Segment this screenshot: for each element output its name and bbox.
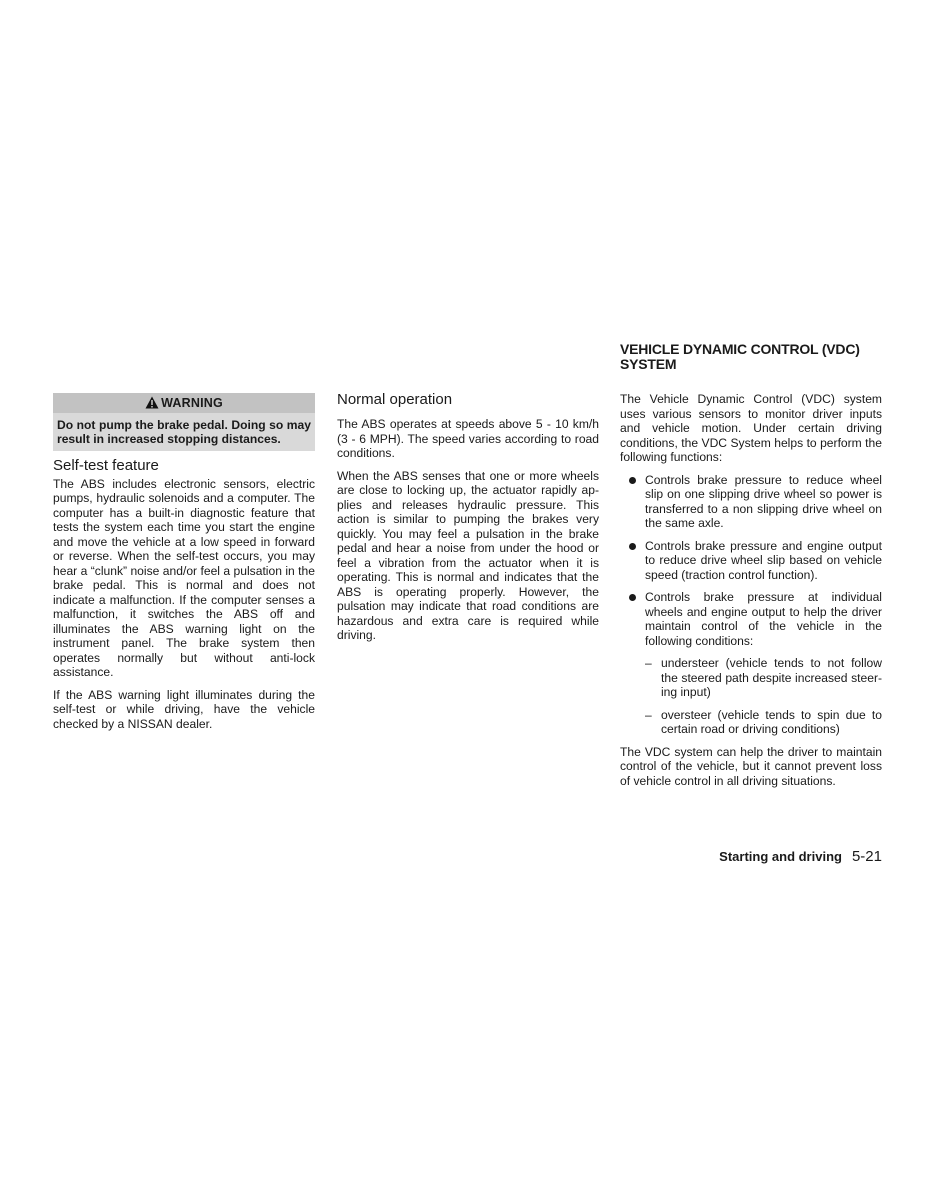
- bullet-icon: [629, 543, 636, 550]
- normal-operation-heading: Normal operation: [337, 391, 453, 408]
- warning-triangle-icon: [145, 396, 159, 409]
- column-left: [53, 393, 315, 739]
- self-test-paragraph-2: If the ABS warning light illuminates during the self-test or while driving, have the vehicle checked by a NISSAN dealer.: [53, 687, 315, 731]
- footer-section-title: Starting and driving: [719, 849, 842, 864]
- normal-operation-paragraph-1: The ABS operates at speeds above 5 - 10 km/h (3 - 6 MPH). The speed varies according to road conditions.: [337, 417, 599, 460]
- list-item-text: understeer (vehicle tends to not follow the steered path despite increased steering input): [661, 656, 882, 699]
- list-item: [645, 656, 882, 700]
- list-item: [620, 539, 882, 583]
- dash-marker: –: [645, 656, 652, 670]
- self-test-paragraph-1: The ABS includes electronic sensors, electric pumps, hydraulic solenoids and a computer. The computer has a built-in diagnostic feature that tests the system each time you start the engine and move the vehicle at a low speed in forward or reverse. When the self-test occurs, you may hear a “clunk” noise and/or feel a pulsation in the brake pedal. This is normal and does not indicate a malfunction. If the computer senses a malfunction, it switches the ABS off and illuminates the ABS warning light on the instrument panel. The brake system then operates normally but without anti-lock assistance.: [53, 476, 315, 679]
- list-item: [620, 590, 882, 737]
- page-footer: [620, 848, 882, 865]
- list-item-text: Controls brake pressure at individual wheels and engine output to help the driver maintain control of the vehicle in the following conditions:: [645, 590, 882, 648]
- list-item-text: Controls brake pressure and engine output to reduce drive wheel slip based on vehicle speed (traction control function).: [645, 538, 882, 582]
- self-test-heading: Self-test feature: [53, 456, 159, 474]
- dash-marker: –: [645, 707, 652, 722]
- column-right: [620, 342, 882, 796]
- page-number: 5-21: [851, 848, 882, 865]
- vdc-closing: The VDC system can help the driver to maintain control of the vehicle, but it cannot prevent loss of vehicle control in all driving situations.: [620, 744, 882, 788]
- warning-text: Do not pump the brake pedal. Doing so may result in increased stopping distances.: [57, 417, 311, 446]
- column-middle: [337, 391, 599, 651]
- bullet-icon: [629, 594, 636, 601]
- condition-list: [645, 656, 882, 737]
- vdc-heading: VEHICLE DYNAMIC CONTROL (VDC) SYSTEM: [620, 341, 860, 372]
- list-item: [620, 473, 882, 531]
- vdc-intro: The Vehicle Dynamic Control (VDC) system uses various sensors to monitor driver inputs and vehicle motion. Under certain driving conditions, the VDC System helps to perform the following functions:: [620, 392, 882, 464]
- warning-box: [53, 393, 315, 451]
- list-item: [645, 708, 882, 737]
- vdc-function-list: [620, 473, 882, 737]
- warning-header: [53, 393, 315, 413]
- list-item-text: oversteer (vehicle tends to spin due to certain road or driving conditions): [661, 707, 882, 736]
- list-item-text: Controls brake pressure to reduce wheel slip on one slipping drive wheel so power is transferred to a non slipping drive wheel on the same axle.: [645, 472, 882, 530]
- warning-title: WARNING: [161, 396, 223, 410]
- normal-operation-paragraph-2: When the ABS senses that one or more wheels are close to locking up, the actuator rapidly applies and releases hydraulic pressure. This action is similar to pumping the brakes very quickly. You may feel a pulsation in the brake pedal and hear a noise from under the hood or feel a vibration from the actuator when it is operating. This is normal and indicates that the ABS is operating properly. However, the pulsation may indicate that road conditions are hazardous and extra care is required while driving.: [337, 468, 599, 642]
- bullet-icon: [629, 477, 636, 484]
